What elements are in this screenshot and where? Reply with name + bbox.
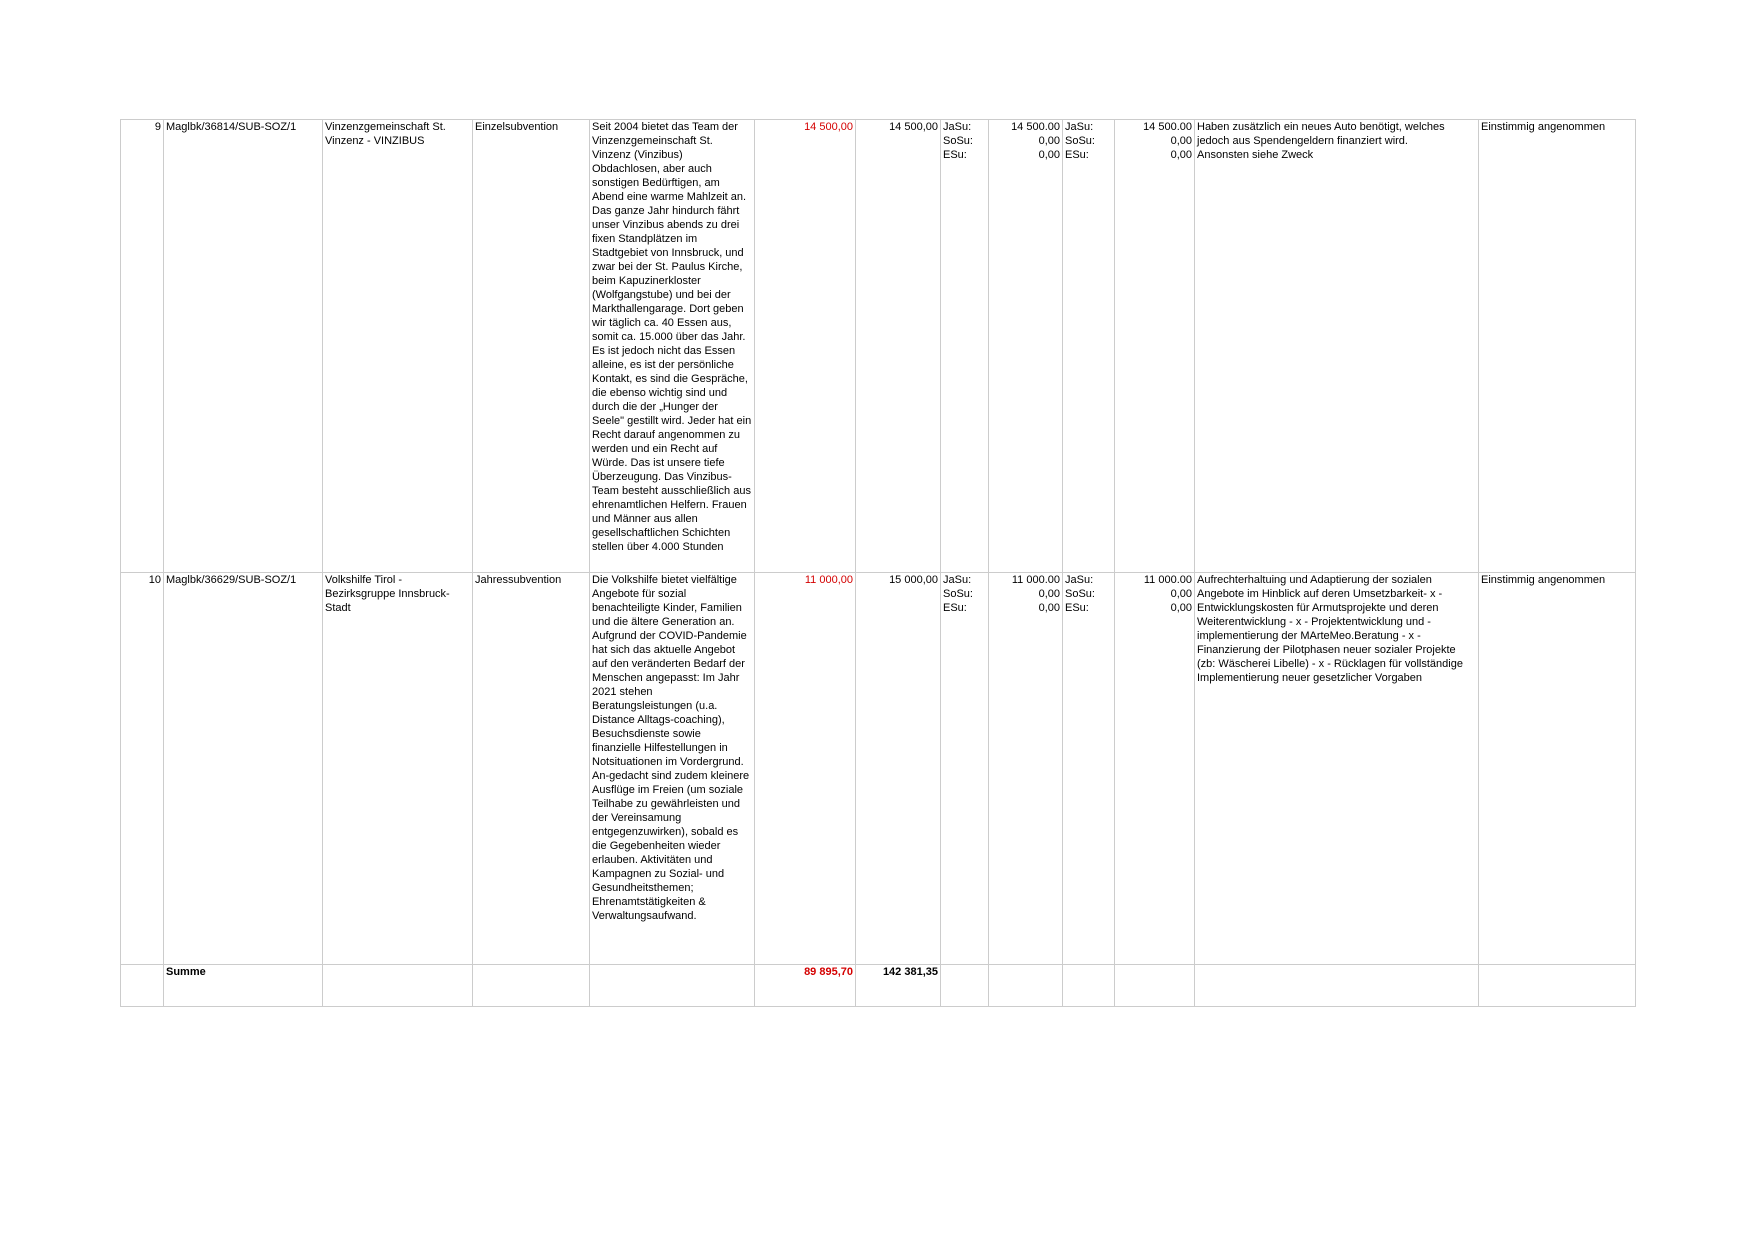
remark-text: Haben zusätzlich ein neues Auto benötigt, welches jedoch aus Spendengeldern finanziert wird. Ansonsten siehe Zweck <box>1195 120 1479 573</box>
empty-cell <box>323 965 473 1007</box>
empty-cell <box>121 965 164 1007</box>
subsidy-category-values: 14 500.00 0,00 0,00 <box>989 120 1063 573</box>
empty-cell <box>473 965 590 1007</box>
table-row <box>121 573 1636 965</box>
requested-amount: 15 000,00 <box>856 573 941 965</box>
summary-row <box>121 965 1636 1007</box>
subsidy-category-values: 11 000.00 0,00 0,00 <box>989 573 1063 965</box>
purpose-text: Seit 2004 bietet das Team der Vinzenzgemeinschaft St. Vinzenz (Vinzibus) Obdachlosen, aber auch sonstigen Bedürftigen, am Abend eine warme Mahlzeit an. Das ganze Jahr hindurch fährt unser Vinzibus abends zu drei fixen Standplätzen im Stadtgebiet von Innsbruck, und zwar bei der St. Paulus Kirche, beim Kapuzinerkloster (Wolfgangstube) und bei der Markthallengarage. Dort geben wir täglich ca. 40 Essen aus, somit ca. 15.000 über das Jahr. Es ist jedoch nicht das Essen alleine, es ist der persönliche Kontakt, es sind die Gespräche, die ebenso wichtig sind und durch die der „Hunger der Seele" gestillt wird. Jeder hat ein Recht darauf angenommen zu werden und ein Recht auf Würde. Das ist unsere tiefe Überzeugung. Das Vinzibus-Team besteht ausschließlich aus ehrenamtlichen Helfern. Frauen und Männer aus allen gesellschaftlichen Schichten stellen über 4.000 Stunden <box>590 120 755 573</box>
sum-granted-amount: 89 895,70 <box>755 965 856 1007</box>
subsidy-category-values-2: 11 000.00 0,00 0,00 <box>1115 573 1195 965</box>
sum-requested-amount: 142 381,35 <box>856 965 941 1007</box>
subsidy-category-labels-2: JaSu: SoSu: ESu: <box>1063 573 1115 965</box>
purpose-text: Die Volkshilfe bietet vielfältige Angebote für sozial benachteiligte Kinder, Familien und die ältere Generation an. Aufgrund der COVID-Pandemie hat sich das aktuelle Angebot auf den veränderten Bedarf der Menschen angepasst: Im Jahr 2021 stehen Beratungsleistungen (u.a. Distance Alltags-coaching), Besuchsdienste sowie finanzielle Hilfestellungen in Notsituationen im Vordergrund. An-gedacht sind zudem kleinere Ausflüge im Freien (um soziale Teilhabe zu gewährleisten und der Vereinsamung entgegenzuwirken), sobald es die Gegebenheiten wieder erlauben. Aktivitäten und Kampagnen zu Sozial- und Gesundheitsthemen; Ehrenamtstätigkeiten & Verwaltungsaufwand. <box>590 573 755 965</box>
empty-cell <box>1063 965 1115 1007</box>
applicant-name: Vinzenzgemeinschaft St. Vinzenz - VINZIBUS <box>323 120 473 573</box>
sum-label: Summe <box>164 965 323 1007</box>
applicant-name: Volkshilfe Tirol - Bezirksgruppe Innsbruck- Stadt <box>323 573 473 965</box>
subsidy-category-labels: JaSu: SoSu: ESu: <box>941 120 989 573</box>
subsidy-category-labels: JaSu: SoSu: ESu: <box>941 573 989 965</box>
empty-cell <box>590 965 755 1007</box>
subsidy-table <box>120 119 1636 1007</box>
subsidy-category-labels-2: JaSu: SoSu: ESu: <box>1063 120 1115 573</box>
decision-status: Einstimmig angenommen <box>1479 573 1636 965</box>
requested-amount: 14 500,00 <box>856 120 941 573</box>
empty-cell <box>1195 965 1479 1007</box>
granted-amount: 11 000,00 <box>755 573 856 965</box>
subsidy-type: Einzelsubvention <box>473 120 590 573</box>
empty-cell <box>941 965 989 1007</box>
reference-number: Maglbk/36629/SUB-SOZ/1 <box>164 573 323 965</box>
decision-status: Einstimmig angenommen <box>1479 120 1636 573</box>
remark-text: Aufrechterhaltuing und Adaptierung der sozialen Angebote im Hinblick auf deren Umsetzbarkeit- x - Entwicklungskosten für Armutsprojekte und deren Weiterentwicklung - x - Projektentwicklung und - implementierung der MArteMeo.Beratung - x - Finanzierung der Pilotphasen neuer sozialer Projekte (zb: Wäscherei Libelle) - x - Rücklagen für vollständige Implementierung neuer gesetzlicher Vorgaben <box>1195 573 1479 965</box>
table-row <box>121 120 1636 573</box>
empty-cell <box>1479 965 1636 1007</box>
reference-number: Maglbk/36814/SUB-SOZ/1 <box>164 120 323 573</box>
subsidy-type: Jahressubvention <box>473 573 590 965</box>
granted-amount: 14 500,00 <box>755 120 856 573</box>
empty-cell <box>1115 965 1195 1007</box>
subsidy-category-values-2: 14 500.00 0,00 0,00 <box>1115 120 1195 573</box>
row-number: 10 <box>121 573 164 965</box>
row-number: 9 <box>121 120 164 573</box>
empty-cell <box>989 965 1063 1007</box>
